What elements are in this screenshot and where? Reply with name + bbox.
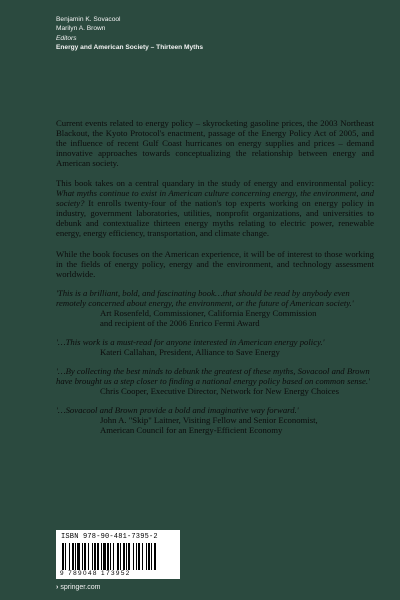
barcode-bar xyxy=(113,543,114,570)
publisher-url: springer.com xyxy=(60,584,101,591)
barcode-bar xyxy=(65,543,66,570)
endorsement-quote: '…This work is a must-read for anyone interested in American energy policy.' xyxy=(56,336,325,347)
barcode-bar xyxy=(69,543,70,570)
barcode-bar xyxy=(62,543,64,570)
barcode xyxy=(56,530,180,579)
barcode-bar xyxy=(107,543,109,570)
endorsement-attribution: Art Rosenfeld, Commissioner, California Energy Commission xyxy=(100,307,317,318)
author-name: Marilyn A. Brown xyxy=(56,25,106,33)
endorsement xyxy=(56,405,374,435)
barcode-bar xyxy=(133,543,134,570)
barcode-bar xyxy=(146,543,147,570)
endorsement-quote: '…Sovacool and Brown provide a bold and imaginative way forward.' xyxy=(56,405,299,416)
barcode-bar xyxy=(101,543,102,570)
publisher xyxy=(56,584,100,591)
blurb-question: What myths continue to exist in American culture concerning energy, the environment, and society? xyxy=(56,188,374,209)
barcode-bar xyxy=(110,543,111,570)
barcode-bar xyxy=(75,543,76,570)
barcode-bar xyxy=(148,543,150,570)
barcode-digits: 9 789048 173952 xyxy=(60,570,131,577)
isbn-label: ISBN 978-90-481-7395-2 xyxy=(61,533,158,541)
blurb-paragraph: Current events related to energy policy – skyrocketing gasoline prices, the 2003 Northeast Blackout, the Kyoto Protocol's enactment, passage of the Energy Policy Act of 2005, and the influence of recent Gulf Coast hurricanes on energy supplies and prices – demand innovative approaches towards conceptualizing the relationship between energy and American society. xyxy=(56,118,374,169)
barcode-bar xyxy=(103,543,106,570)
barcode-bar xyxy=(123,543,125,570)
blurb xyxy=(56,118,374,444)
barcode-bar xyxy=(84,543,86,570)
endorsement-attribution: American Council for an Energy-Efficient Economy xyxy=(100,425,283,436)
endorsement-attribution: Chris Cooper, Executive Director, Network for New Energy Choices xyxy=(100,386,339,397)
barcode-bars xyxy=(62,543,174,570)
series-title: Energy and American Society – Thirteen Myths xyxy=(56,43,204,51)
barcode-bar xyxy=(142,543,143,570)
barcode-bar xyxy=(82,543,83,570)
endorsement-attribution: John A. "Skip" Laitner, Visiting Fellow and Senior Economist, xyxy=(100,415,318,426)
blurb-text: It enrolls twenty-four of the nation's top experts working on energy policy in industry, government laboratories, utilities, nonprofit organizations, and universities to debunk and contextualize thirteen energy myths relating to electric power, renewable energy, energy efficiency, transportation, and climate change. xyxy=(56,198,374,239)
cover-header xyxy=(56,15,356,52)
barcode-bar xyxy=(128,543,130,570)
springer-chevron-icon: › xyxy=(56,584,59,591)
barcode-bar xyxy=(94,543,96,570)
blurb-paragraph: While the book focuses on the American experience, it will be of interest to those working in the fields of energy policy, energy and the environment, and technology assessment worldwide. xyxy=(56,248,374,279)
barcode-bar xyxy=(72,543,74,570)
endorsement-quote: '…By collecting the best minds to debunk the greatest of these myths, Sovacool and Brown have brought us a step closer to finding a national energy policy based on common sense.' xyxy=(56,365,370,386)
author-name: Benjamin K. Sovacool xyxy=(56,16,121,23)
barcode-bar xyxy=(151,543,152,570)
editors-label: Editors xyxy=(56,34,77,42)
barcode-bar xyxy=(92,543,93,570)
endorsement-attribution: Kateri Callahan, President, Alliance to Save Energy xyxy=(100,346,280,357)
barcode-bar xyxy=(154,543,156,570)
barcode-bar xyxy=(97,543,99,570)
barcode-bar xyxy=(126,543,127,570)
blurb-paragraph xyxy=(56,178,374,238)
barcode-bar xyxy=(88,543,89,570)
endorsement xyxy=(56,288,374,328)
barcode-bar xyxy=(117,543,119,570)
endorsement xyxy=(56,337,374,357)
endorsement xyxy=(56,366,374,396)
barcode-bar xyxy=(138,543,140,570)
blurb-text: This book takes on a central quandary in the study of energy and environmental policy: xyxy=(56,178,374,189)
endorsement-attribution: and recipient of the 2006 Enrico Fermi Award xyxy=(100,317,260,328)
barcode-bar xyxy=(120,543,121,570)
endorsement-quote: 'This is a brilliant, bold, and fascinating book…that should be read by anybody even remotely concerned about energy, the environment, or the future of American society.' xyxy=(56,287,354,308)
barcode-bar xyxy=(136,543,137,570)
barcode-bar xyxy=(77,543,80,570)
